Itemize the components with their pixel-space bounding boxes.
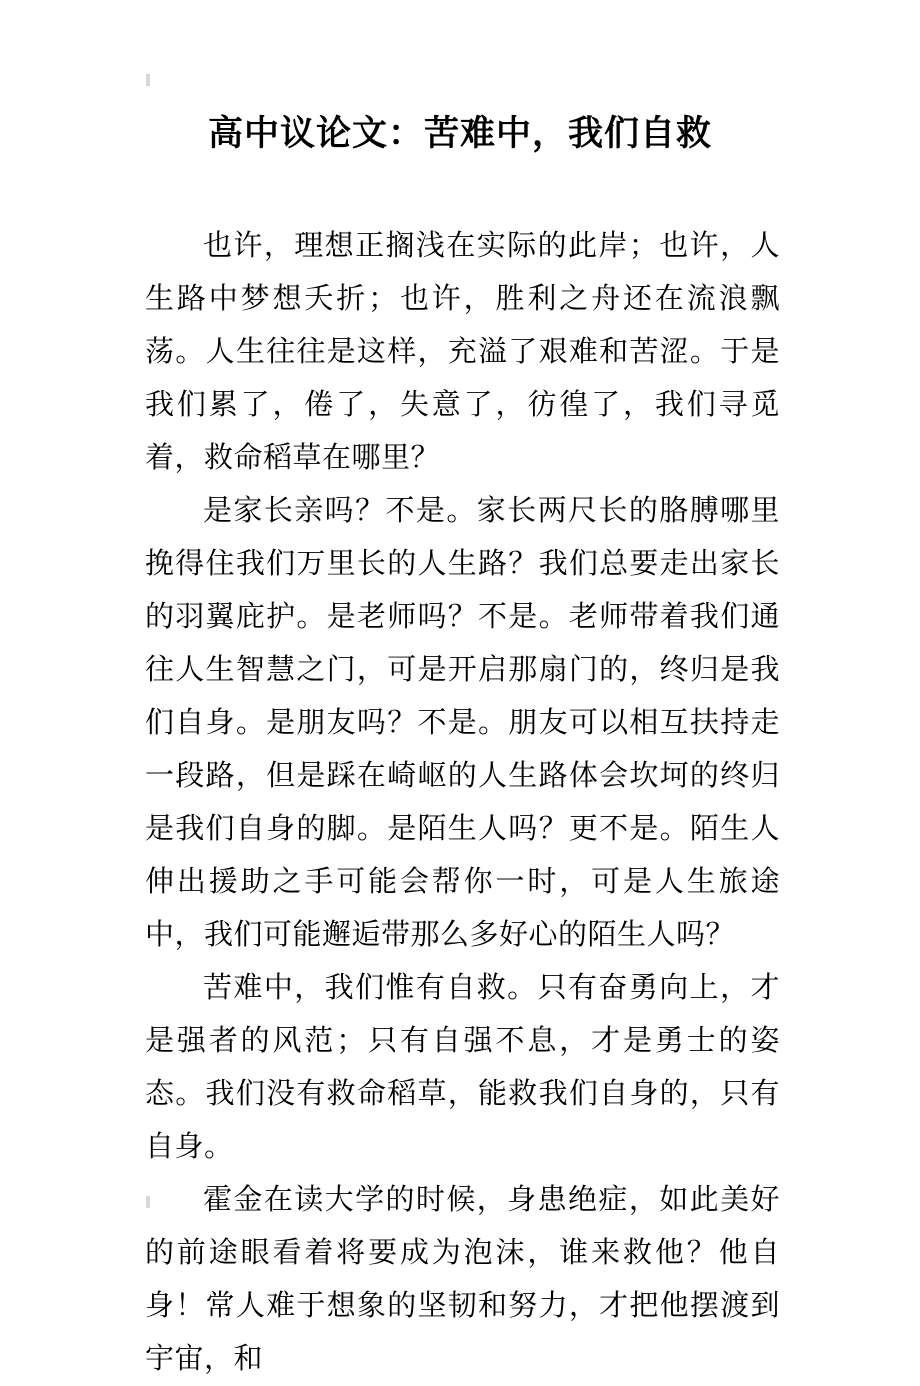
paragraph: 苦难中，我们惟有自救。只有奋勇向上，才是强者的风范；只有自强不息，才是勇士的姿态。我们没有救命稻草，能救我们自身的，只有自身。 (145, 971, 780, 1163)
paragraph: 也许，理想正搁浅在实际的此岸；也许，人生路中梦想夭折；也许，胜利之舟还在流浪飘荡。人生往往是这样，充溢了艰难和苦涩。于是我们累了，倦了，失意了，彷徨了，我们寻觅着，救命稻草在哪里？ (145, 229, 780, 474)
page-corner-mark-top-left (146, 74, 150, 86)
document-body (0, 220, 920, 1386)
paragraph: 是家长亲吗？不是。家长两尺长的胳膊哪里挽得住我们万里长的人生路？我们总要走出家长的羽翼庇护。是老师吗？不是。老师带着我们通往人生智慧之门，可是开启那扇门的，终归是我们自身。是朋友吗？不是。朋友可以相互扶持走一段路，但是踩在崎岖的人生路体会坎坷的终归是我们自身的脚。是陌生人吗？更不是。陌生人伸出援助之手可能会帮你一时，可是人生旅途中，我们可能邂逅带那么多好心的陌生人吗？ (145, 494, 780, 951)
page-title: 高中议论文：苦难中，我们自救 (207, 114, 712, 153)
page-corner-mark-bottom-left (146, 1196, 150, 1208)
paragraph: 霍金在读大学的时候，身患绝症，如此美好的前途眼看着将要成为泡沫，谁来救他？他自身！常人难于想象的坚韧和努力，才把他摆渡到宇宙，和 (145, 1183, 780, 1375)
